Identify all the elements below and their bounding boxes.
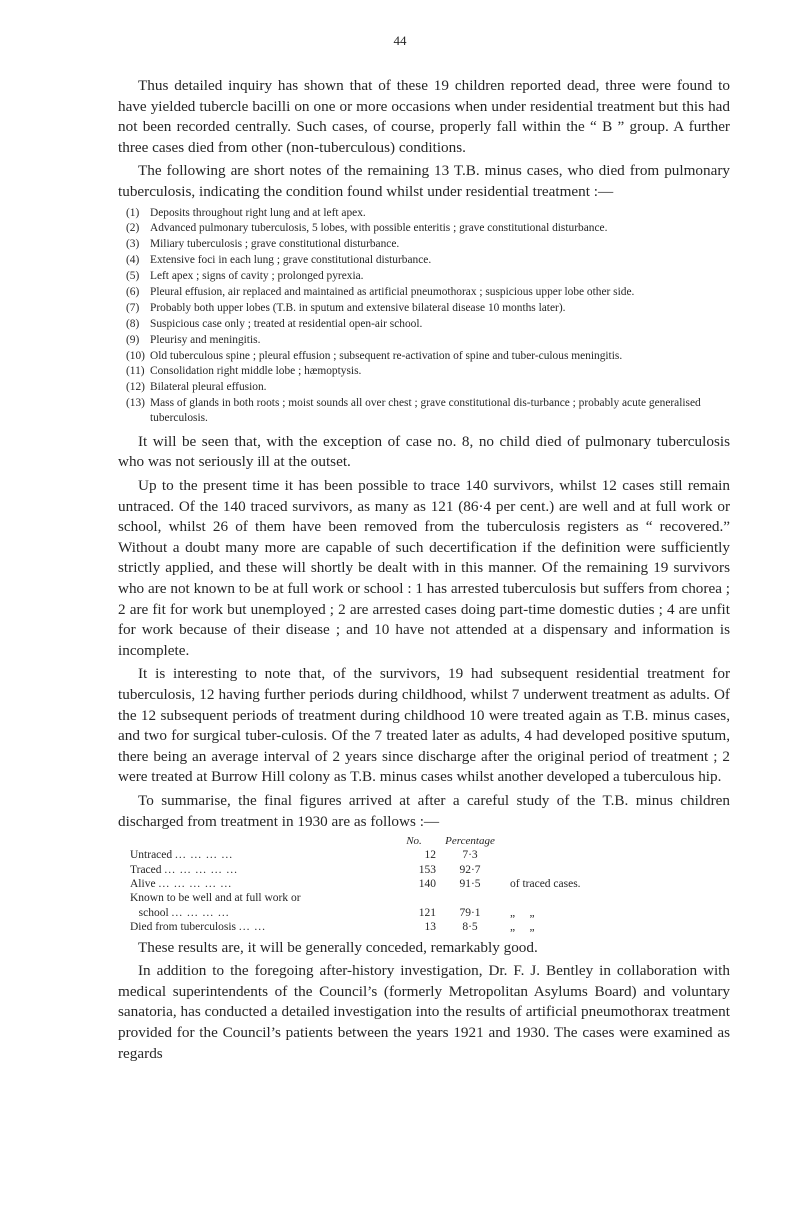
- note-text: Probably both upper lobes (T.B. in sputum and extensive bilateral disease 10 months later).: [150, 301, 566, 314]
- list-item: [118, 237, 730, 251]
- leader-dots: ... ... ... ... ...: [164, 863, 239, 876]
- note-number: (4): [126, 254, 140, 267]
- note-text: Bilateral pleural effusion.: [150, 381, 267, 394]
- note-number: (5): [126, 270, 140, 283]
- list-item: [118, 285, 730, 299]
- paragraph-pneumothorax: In addition to the foregoing after-history investigation, Dr. F. J. Bentley in collaboration with medical superintendents of the Council’s (formerly Metropolitan Asylums Board) and voluntary sanatoria, has conducted a detailed investigation into the results of artificial pneumothorax treatment provided for the Council’s patients between the years 1921 and 1930. The cases were examined as regards: [118, 962, 730, 1062]
- row-suffix: „ „: [510, 906, 535, 919]
- row-suffix: „ „: [510, 921, 535, 934]
- row-percentage: 91·5: [459, 877, 481, 890]
- row-label: Known to be well and at full work or: [130, 892, 301, 905]
- note-text: Deposits throughout right lung and at left apex.: [150, 206, 366, 219]
- row-count: 121: [418, 906, 436, 919]
- table-row: [130, 920, 581, 934]
- leader-dots: ... ... ... ...: [175, 849, 234, 862]
- note-number: (9): [126, 333, 140, 346]
- leader-dots: ... ...: [238, 921, 267, 934]
- note-text: Advanced pulmonary tuberculosis, 5 lobes, with possible enteritis ; grave constitutional disturbance.: [150, 222, 608, 235]
- note-text: Miliary tuberculosis ; grave constitutional disturbance.: [150, 238, 400, 251]
- note-text: Left apex ; signs of cavity ; prolonged pyrexia.: [150, 270, 364, 283]
- row-suffix: of traced cases.: [510, 877, 581, 890]
- note-text: Pleural effusion, air replaced and maintained as artificial pneumothorax ; suspicious upper lobe other side.: [150, 286, 635, 299]
- row-suffix: [504, 848, 581, 862]
- table-header-row: [130, 835, 581, 848]
- row-percentage: 7·3: [462, 849, 478, 862]
- note-text: Extensive foci in each lung ; grave constitutional disturbance.: [150, 254, 432, 267]
- note-number: (6): [126, 286, 140, 299]
- summary-table: [130, 835, 581, 934]
- table-row: [130, 906, 581, 920]
- list-item: [118, 364, 730, 378]
- page-number: 44: [393, 33, 407, 48]
- column-header-no: No.: [406, 835, 422, 848]
- paragraph-subsequent-treatment: It is interesting to note that, of the survivors, 19 had subsequent residential treatment for tuberculosis, 12 having further periods during childhood, whilst 7 underwent treatment as adults. Of the 12 subsequent periods of treatment during childhood 10 were treated again as T.B. minus cases, and two for surgical tuber-culosis. Of the 7 treated later as adults, 4 had developed positive sputum, there being an average interval of 2 years since discharge after the original period of treatment ; 2 were treated at Burrow Hill colony as T.B. minus cases whilst another developed a tuberculous hip.: [118, 665, 730, 786]
- list-item: [118, 317, 730, 331]
- row-percentage: 8·5: [462, 921, 478, 934]
- row-count: 13: [424, 921, 436, 934]
- row-count: 12: [424, 849, 436, 862]
- row-label: Alive: [130, 877, 156, 890]
- leader-dots: ... ... ... ...: [171, 906, 230, 919]
- note-number: (11): [126, 365, 145, 378]
- paragraph-summary-intro: To summarise, the final figures arrived at after a careful study of the T.B. minus children discharged from treatment in 1930 are as follows :—: [118, 791, 730, 830]
- list-item: [118, 396, 730, 425]
- paragraph-inquiry: Thus detailed inquiry has shown that of these 19 children reported dead, three were found to have yielded tubercle bacilli on one or more occasions when under residential treatment but this had not been recorded centrally. Such cases, of course, properly fall within the “ B ” group. A further three cases died from other (non-tuberculous) conditions.: [118, 77, 730, 156]
- note-text: Consolidation right middle lobe ; hæmoptysis.: [150, 365, 362, 378]
- row-percentage: 79·1: [459, 906, 481, 919]
- note-number: (7): [126, 301, 140, 314]
- case-notes-list: [118, 206, 730, 425]
- row-percentage: 92·7: [459, 863, 481, 876]
- list-item: [118, 380, 730, 394]
- row-suffix: [504, 863, 581, 877]
- paragraph-survivors: Up to the present time it has been possible to trace 140 survivors, whilst 12 cases still remain untraced. Of the 140 traced survivors, as many as 121 (86·4 per cent.) are well and at full work or school, whilst 26 of them have been removed from the tuberculosis registers as “ recovered.” Without a doubt many more are capable of such decertification if the definition were sufficiently strictly applied, and these will shortly be dealt with in this manner. Of the remaining 19 survivors who are not known to be at full work or school : 1 has arrested tuberculosis but suffers from chorea ; 2 are fit for work but unemployed ; 2 are arrested cases doing part-time domestic duties ; 4 are unfit for work because of their disease ; and 10 have not attended at a dispensary and information is incomplete.: [118, 477, 730, 659]
- note-text: Old tuberculous spine ; pleural effusion ; subsequent re-activation of spine and tuber-culous meningitis.: [150, 349, 623, 362]
- table-row: [130, 877, 581, 891]
- paragraph-results: These results are, it will be generally conceded, remarkably good.: [138, 938, 538, 956]
- note-text: Mass of glands in both roots ; moist sounds all over chest ; grave constitutional dis-turbance ; probably acute generalised tuberculosis.: [150, 397, 701, 424]
- row-count: 153: [418, 863, 436, 876]
- list-item: [118, 269, 730, 283]
- note-number: (1): [126, 206, 140, 219]
- table-row: [130, 863, 581, 877]
- note-number: (8): [126, 317, 140, 330]
- list-item: [118, 349, 730, 363]
- page-body: [118, 76, 730, 1067]
- list-item: [118, 301, 730, 315]
- table-row: [130, 891, 581, 905]
- list-item: [118, 206, 730, 220]
- row-label: Died from tuberculosis: [130, 921, 237, 934]
- row-label: Untraced: [130, 849, 173, 862]
- leader-dots: ... ... ... ... ...: [158, 877, 233, 890]
- note-number: (10): [126, 349, 145, 362]
- list-item: [118, 221, 730, 235]
- row-label: school: [138, 906, 169, 919]
- note-text: Suspicious case only ; treated at residential open-air school.: [150, 317, 423, 330]
- note-number: (2): [126, 222, 140, 235]
- paragraph-notes-intro: The following are short notes of the remaining 13 T.B. minus cases, who died from pulmonary tuberculosis, indicating the condition found whilst under residential treatment :—: [118, 162, 730, 200]
- note-text: Pleurisy and meningitis.: [150, 333, 261, 346]
- note-number: (13): [126, 397, 145, 410]
- row-count: 140: [418, 877, 436, 890]
- row-label: Traced: [130, 863, 162, 876]
- table-row: [130, 848, 581, 862]
- column-header-percentage: Percentage: [445, 835, 495, 848]
- list-item: [118, 253, 730, 267]
- note-number: (3): [126, 238, 140, 251]
- note-number: (12): [126, 381, 145, 394]
- paragraph-exception: It will be seen that, with the exception of case no. 8, no child died of pulmonary tuberculosis who was not seriously ill at the outset.: [118, 432, 730, 471]
- list-item: [118, 333, 730, 347]
